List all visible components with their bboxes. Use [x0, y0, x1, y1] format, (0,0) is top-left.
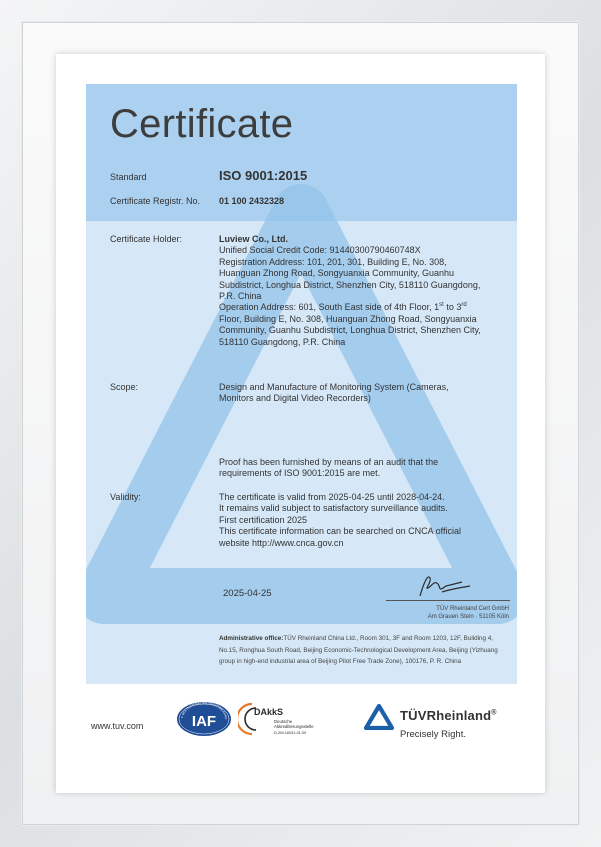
- website-link[interactable]: www.tuv.com: [91, 721, 144, 731]
- registration-number-value: 01 100 2432328: [219, 196, 285, 206]
- issue-date: 2025-04-25: [223, 588, 272, 599]
- svg-text:D-ZM-16031-01-00: D-ZM-16031-01-00: [274, 731, 307, 735]
- holder-company-name: Luview Co., Ltd.: [219, 234, 288, 244]
- holder-line: Unified Social Credit Code: 91440300790460748X: [219, 245, 421, 256]
- holder-line: P.R. China: [219, 291, 262, 302]
- operation-address-line: Community, Guanhu Subdistrict, Longhua District, Shenzhen City,: [219, 325, 481, 336]
- validity-line: The certificate is valid from 2025-04-25 until 2028-04-24.: [219, 492, 445, 502]
- issuer-line: Am Grauen Stein · 51105 Köln: [427, 614, 509, 621]
- svg-text:Deutsche: Deutsche: [274, 719, 293, 724]
- tuv-triangle-icon: [364, 704, 394, 730]
- tuv-claim: Precisely Right.: [400, 729, 466, 740]
- registration-number-label: Certificate Registr. No.: [110, 196, 201, 206]
- standard-label: Standard: [110, 172, 147, 182]
- certificate-holder-label: Certificate Holder:: [110, 234, 183, 244]
- certificate-holder-block: [219, 234, 481, 348]
- scope-text: [219, 382, 449, 405]
- validity-line: First certification 2025: [219, 514, 308, 525]
- svg-text:Akkreditierungsstelle: Akkreditierungsstelle: [274, 724, 314, 729]
- validity-line: This certificate information can be searched on CNCA official: [219, 526, 461, 537]
- holder-line: Huanguan Zhong Road, Songyuanxia Community, Guanhu: [219, 268, 454, 279]
- holder-line: Registration Address: 101, 201, 301, Building E, No. 308,: [219, 256, 447, 267]
- audit-line: requirements of ISO 9001:2015 are met.: [219, 468, 381, 479]
- issuer-address: [428, 605, 509, 622]
- validity-line: It remains valid subject to satisfactory surveillance audits.: [219, 503, 448, 514]
- admin-label: Administrative office:: [219, 635, 284, 642]
- operation-address-line: Floor, Building E, No. 308, Huanguan Zhong Road, Songyuanxia: [219, 313, 477, 324]
- operation-address-line: Operation Address: 601, South East side of 4th Floor, 1st to 3rd: [219, 302, 467, 313]
- certificate-footer: [86, 684, 517, 763]
- svg-text:DAkkS: DAkkS: [254, 707, 284, 717]
- certificate-title: Certificate: [110, 102, 294, 146]
- audit-line: Proof has been furnished by means of an audit that the: [219, 457, 439, 467]
- iaf-logo-icon: [176, 701, 232, 737]
- signature-line: [386, 600, 510, 601]
- operation-address-line: 518110 Guangdong, P.R. China: [219, 336, 346, 347]
- tuv-brand-name: TÜVRheinland®: [400, 708, 497, 723]
- validity-line: website http://www.cnca.gov.cn: [219, 537, 344, 548]
- scope-line: Design and Manufacture of Monitoring System (Cameras,: [219, 382, 449, 392]
- scope-line: Monitors and Digital Video Recorders): [219, 393, 371, 404]
- audit-statement: [219, 457, 438, 480]
- scope-label: Scope:: [110, 382, 139, 392]
- administrative-office: [219, 633, 513, 668]
- certificate-document: [86, 84, 517, 763]
- dakks-logo-icon: [238, 701, 330, 739]
- svg-text:MEMBER OF MULTILATERAL RECOGNI: F MULTILATERAL RECOGNITION ARRA: [180, 701, 229, 720]
- admin-text: TÜV Rheinland China Ltd., Room 301, 3F and Room 1203, 12F, Building 4, No.15, Ronghua South Road, Beijing Economic-Technological Development Area, Beijing (Yizhuang group in high-end industrial area of Beijing Pilot Free Trade Zone), 100176, P. R. China: [219, 635, 498, 666]
- validity-label: Validity:: [110, 492, 141, 502]
- issuer-line: TÜV Rheinland Cert GmbH: [436, 606, 509, 612]
- standard-value: ISO 9001:2015: [219, 168, 308, 183]
- validity-text: [219, 492, 461, 549]
- signature-icon: [416, 570, 476, 602]
- iaf-letters: IAF: [191, 713, 217, 730]
- holder-line: Subdistrict, Longhua District, Shenzhen City, 518110 Guangdong,: [219, 279, 481, 290]
